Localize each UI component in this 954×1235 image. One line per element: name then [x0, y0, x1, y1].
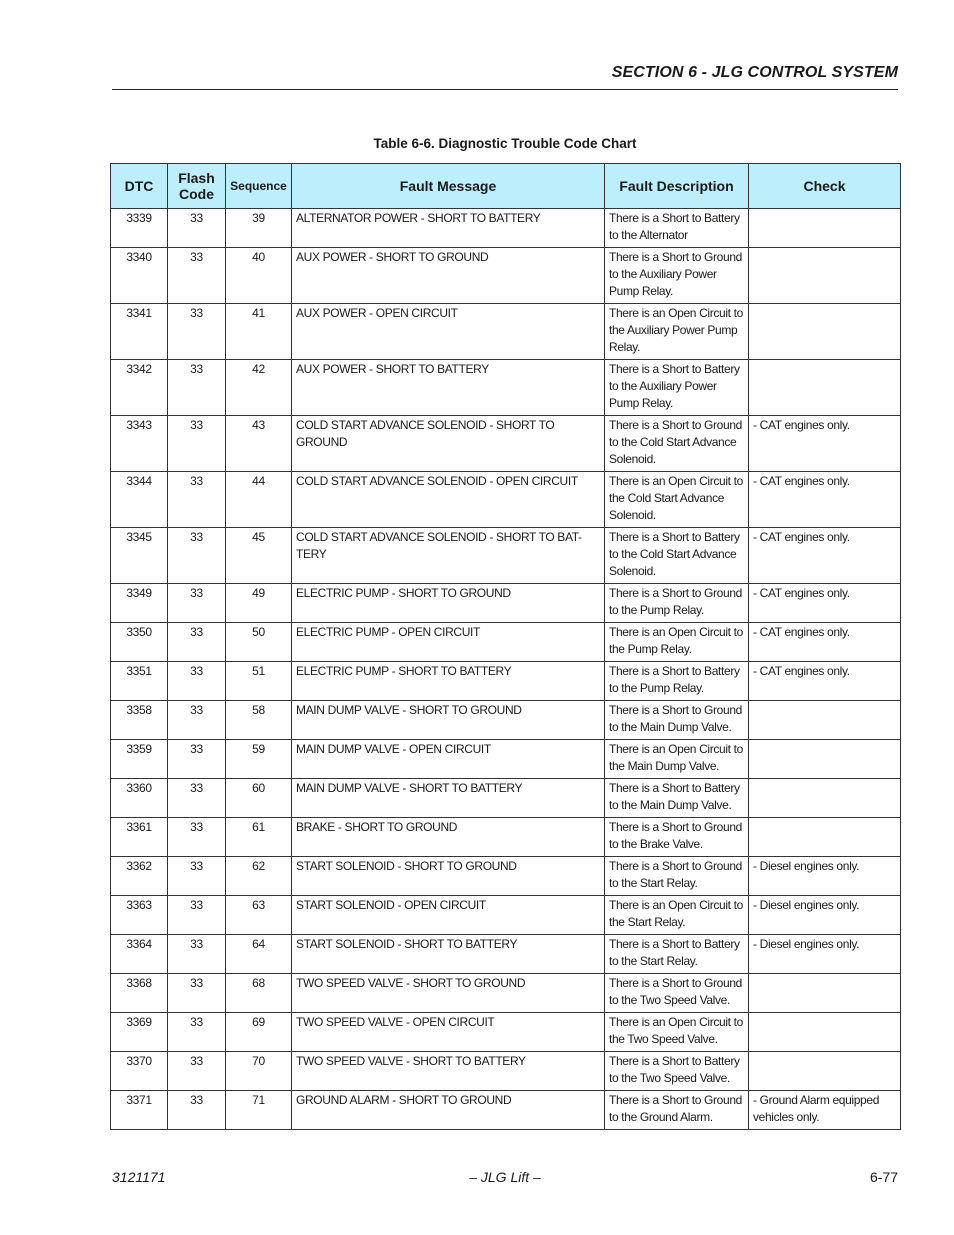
check-cell [749, 360, 901, 416]
fault-message-cell: AUX POWER - SHORT TO GROUND [292, 248, 605, 304]
dtc-cell: 3351 [111, 662, 168, 701]
sequence-cell: 61 [226, 818, 292, 857]
fault-description-cell: There is a Short to Ground to the Ground Alarm. [605, 1091, 749, 1130]
flash-code-cell: 33 [168, 779, 226, 818]
flash-code-cell: 33 [168, 360, 226, 416]
fault-description-cell: There is a Short to Battery to the Start Relay. [605, 935, 749, 974]
check-cell [749, 304, 901, 360]
fault-description-cell: There is an Open Circuit to the Start Relay. [605, 896, 749, 935]
sequence-cell: 45 [226, 528, 292, 584]
table-row [111, 209, 901, 248]
table-row [111, 974, 901, 1013]
footer-brand: – JLG Lift – [469, 1169, 541, 1185]
sequence-cell: 71 [226, 1091, 292, 1130]
flash-code-cell: 33 [168, 416, 226, 472]
fault-message-cell: START SOLENOID - SHORT TO BATTERY [292, 935, 605, 974]
fault-message-cell: AUX POWER - SHORT TO BATTERY [292, 360, 605, 416]
flash-code-cell: 33 [168, 1013, 226, 1052]
dtc-cell: 3342 [111, 360, 168, 416]
table-row [111, 857, 901, 896]
dtc-cell: 3349 [111, 584, 168, 623]
table-title: Table 6-6. Diagnostic Trouble Code Chart [373, 136, 637, 151]
fault-message-cell: COLD START ADVANCE SOLENOID - SHORT TO GROUND [292, 416, 605, 472]
check-cell: - Ground Alarm equipped vehicles only. [749, 1091, 901, 1130]
column-header-check: Check [749, 164, 901, 209]
table-row [111, 779, 901, 818]
check-cell: - Diesel engines only. [749, 896, 901, 935]
sequence-cell: 60 [226, 779, 292, 818]
dtc-cell: 3345 [111, 528, 168, 584]
fault-description-cell: There is an Open Circuit to the Main Dump Valve. [605, 740, 749, 779]
dtc-cell: 3343 [111, 416, 168, 472]
fault-description-cell: There is an Open Circuit to the Two Speed Valve. [605, 1013, 749, 1052]
fault-message-cell: COLD START ADVANCE SOLENOID - SHORT TO BAT-TERY [292, 528, 605, 584]
dtc-cell: 3361 [111, 818, 168, 857]
flash-code-cell: 33 [168, 209, 226, 248]
fault-description-cell: There is an Open Circuit to the Auxiliary Power Pump Relay. [605, 304, 749, 360]
fault-description-cell: There is a Short to Battery to the Alternator [605, 209, 749, 248]
flash-code-cell: 33 [168, 896, 226, 935]
dtc-cell: 3350 [111, 623, 168, 662]
fault-message-cell: MAIN DUMP VALVE - OPEN CIRCUIT [292, 740, 605, 779]
dtc-cell: 3340 [111, 248, 168, 304]
fault-description-cell: There is a Short to Ground to the Cold Start Advance Solenoid. [605, 416, 749, 472]
flash-code-cell: 33 [168, 818, 226, 857]
fault-message-cell: START SOLENOID - SHORT TO GROUND [292, 857, 605, 896]
sequence-cell: 62 [226, 857, 292, 896]
flash-code-cell: 33 [168, 248, 226, 304]
fault-message-cell: TWO SPEED VALVE - SHORT TO BATTERY [292, 1052, 605, 1091]
flash-code-cell: 33 [168, 935, 226, 974]
dtc-cell: 3359 [111, 740, 168, 779]
table-row [111, 701, 901, 740]
check-cell [749, 209, 901, 248]
flash-code-cell: 33 [168, 528, 226, 584]
sequence-cell: 64 [226, 935, 292, 974]
dtc-cell: 3363 [111, 896, 168, 935]
flash-code-cell: 33 [168, 1052, 226, 1091]
sequence-cell: 69 [226, 1013, 292, 1052]
check-cell [749, 974, 901, 1013]
header-rule [112, 89, 898, 90]
sequence-cell: 39 [226, 209, 292, 248]
sequence-cell: 43 [226, 416, 292, 472]
sequence-cell: 58 [226, 701, 292, 740]
dtc-cell: 3360 [111, 779, 168, 818]
sequence-cell: 50 [226, 623, 292, 662]
check-cell: - Diesel engines only. [749, 935, 901, 974]
table-row [111, 818, 901, 857]
flash-code-cell: 33 [168, 701, 226, 740]
fault-message-cell: COLD START ADVANCE SOLENOID - OPEN CIRCUIT [292, 472, 605, 528]
column-header-dtc: DTC [111, 164, 168, 209]
column-header-fault-message: Fault Message [292, 164, 605, 209]
flash-code-cell: 33 [168, 974, 226, 1013]
fault-description-cell: There is a Short to Battery to the Cold Start Advance Solenoid. [605, 528, 749, 584]
table-row [111, 896, 901, 935]
check-cell: - CAT engines only. [749, 416, 901, 472]
fault-message-cell: ELECTRIC PUMP - SHORT TO BATTERY [292, 662, 605, 701]
dtc-cell: 3344 [111, 472, 168, 528]
table-row [111, 472, 901, 528]
fault-message-cell: START SOLENOID - OPEN CIRCUIT [292, 896, 605, 935]
dtc-cell: 3371 [111, 1091, 168, 1130]
dtc-cell: 3358 [111, 701, 168, 740]
table-row [111, 935, 901, 974]
check-cell [749, 701, 901, 740]
dtc-cell: 3370 [111, 1052, 168, 1091]
table-row [111, 360, 901, 416]
dtc-cell: 3368 [111, 974, 168, 1013]
check-cell [749, 248, 901, 304]
fault-description-cell: There is an Open Circuit to the Pump Relay. [605, 623, 749, 662]
section-title: SECTION 6 - JLG CONTROL SYSTEM [611, 64, 898, 81]
fault-description-cell: There is a Short to Ground to the Main Dump Valve. [605, 701, 749, 740]
flash-code-cell: 33 [168, 623, 226, 662]
table-row [111, 1091, 901, 1130]
fault-message-cell: MAIN DUMP VALVE - SHORT TO GROUND [292, 701, 605, 740]
sequence-cell: 42 [226, 360, 292, 416]
check-cell: - CAT engines only. [749, 472, 901, 528]
table-body [111, 209, 901, 1130]
flash-code-cell: 33 [168, 857, 226, 896]
dtc-cell: 3341 [111, 304, 168, 360]
table-row [111, 584, 901, 623]
check-cell: - CAT engines only. [749, 584, 901, 623]
sequence-cell: 63 [226, 896, 292, 935]
table-header-row [111, 164, 901, 209]
fault-message-cell: ALTERNATOR POWER - SHORT TO BATTERY [292, 209, 605, 248]
fault-description-cell: There is an Open Circuit to the Cold Start Advance Solenoid. [605, 472, 749, 528]
fault-description-cell: There is a Short to Ground to the Pump Relay. [605, 584, 749, 623]
table-row [111, 740, 901, 779]
check-cell [749, 740, 901, 779]
sequence-cell: 51 [226, 662, 292, 701]
sequence-cell: 40 [226, 248, 292, 304]
check-cell [749, 779, 901, 818]
fault-message-cell: TWO SPEED VALVE - SHORT TO GROUND [292, 974, 605, 1013]
flash-code-cell: 33 [168, 740, 226, 779]
sequence-cell: 44 [226, 472, 292, 528]
fault-description-cell: There is a Short to Ground to the Auxiliary Power Pump Relay. [605, 248, 749, 304]
dtc-cell: 3369 [111, 1013, 168, 1052]
fault-description-cell: There is a Short to Battery to the Pump Relay. [605, 662, 749, 701]
sequence-cell: 59 [226, 740, 292, 779]
fault-description-cell: There is a Short to Ground to the Start Relay. [605, 857, 749, 896]
dtc-cell: 3364 [111, 935, 168, 974]
check-cell: - CAT engines only. [749, 662, 901, 701]
check-cell [749, 1052, 901, 1091]
sequence-cell: 49 [226, 584, 292, 623]
table-row [111, 623, 901, 662]
dtc-cell: 3362 [111, 857, 168, 896]
flash-code-cell: 33 [168, 1091, 226, 1130]
page-number: 6-77 [869, 1169, 898, 1185]
fault-description-cell: There is a Short to Battery to the Auxiliary Power Pump Relay. [605, 360, 749, 416]
check-cell [749, 1013, 901, 1052]
fault-message-cell: AUX POWER - OPEN CIRCUIT [292, 304, 605, 360]
table-row [111, 1013, 901, 1052]
check-cell: - CAT engines only. [749, 623, 901, 662]
fault-message-cell: GROUND ALARM - SHORT TO GROUND [292, 1091, 605, 1130]
fault-description-cell: There is a Short to Ground to the Brake Valve. [605, 818, 749, 857]
table-row [111, 416, 901, 472]
fault-message-cell: TWO SPEED VALVE - OPEN CIRCUIT [292, 1013, 605, 1052]
fault-description-cell: There is a Short to Battery to the Main Dump Valve. [605, 779, 749, 818]
table-row [111, 304, 901, 360]
fault-message-cell: ELECTRIC PUMP - SHORT TO GROUND [292, 584, 605, 623]
column-header-flash-code: Flash Code [168, 164, 226, 209]
sequence-cell: 41 [226, 304, 292, 360]
column-header-fault-description: Fault Description [605, 164, 749, 209]
fault-description-cell: There is a Short to Battery to the Two Speed Valve. [605, 1052, 749, 1091]
flash-code-cell: 33 [168, 472, 226, 528]
table-row [111, 1052, 901, 1091]
fault-message-cell: MAIN DUMP VALVE - SHORT TO BATTERY [292, 779, 605, 818]
check-cell [749, 818, 901, 857]
flash-code-cell: 33 [168, 304, 226, 360]
fault-message-cell: BRAKE - SHORT TO GROUND [292, 818, 605, 857]
sequence-cell: 68 [226, 974, 292, 1013]
fault-description-cell: There is a Short to Ground to the Two Speed Valve. [605, 974, 749, 1013]
table-row [111, 662, 901, 701]
fault-message-cell: ELECTRIC PUMP - OPEN CIRCUIT [292, 623, 605, 662]
sequence-cell: 70 [226, 1052, 292, 1091]
flash-code-cell: 33 [168, 584, 226, 623]
dtc-table [110, 163, 901, 1130]
table-row [111, 528, 901, 584]
check-cell: - Diesel engines only. [749, 857, 901, 896]
flash-code-cell: 33 [168, 662, 226, 701]
table-row [111, 248, 901, 304]
check-cell: - CAT engines only. [749, 528, 901, 584]
column-header-sequence: Sequence [226, 164, 292, 209]
document-number: 3121171 [112, 1169, 166, 1185]
dtc-cell: 3339 [111, 209, 168, 248]
